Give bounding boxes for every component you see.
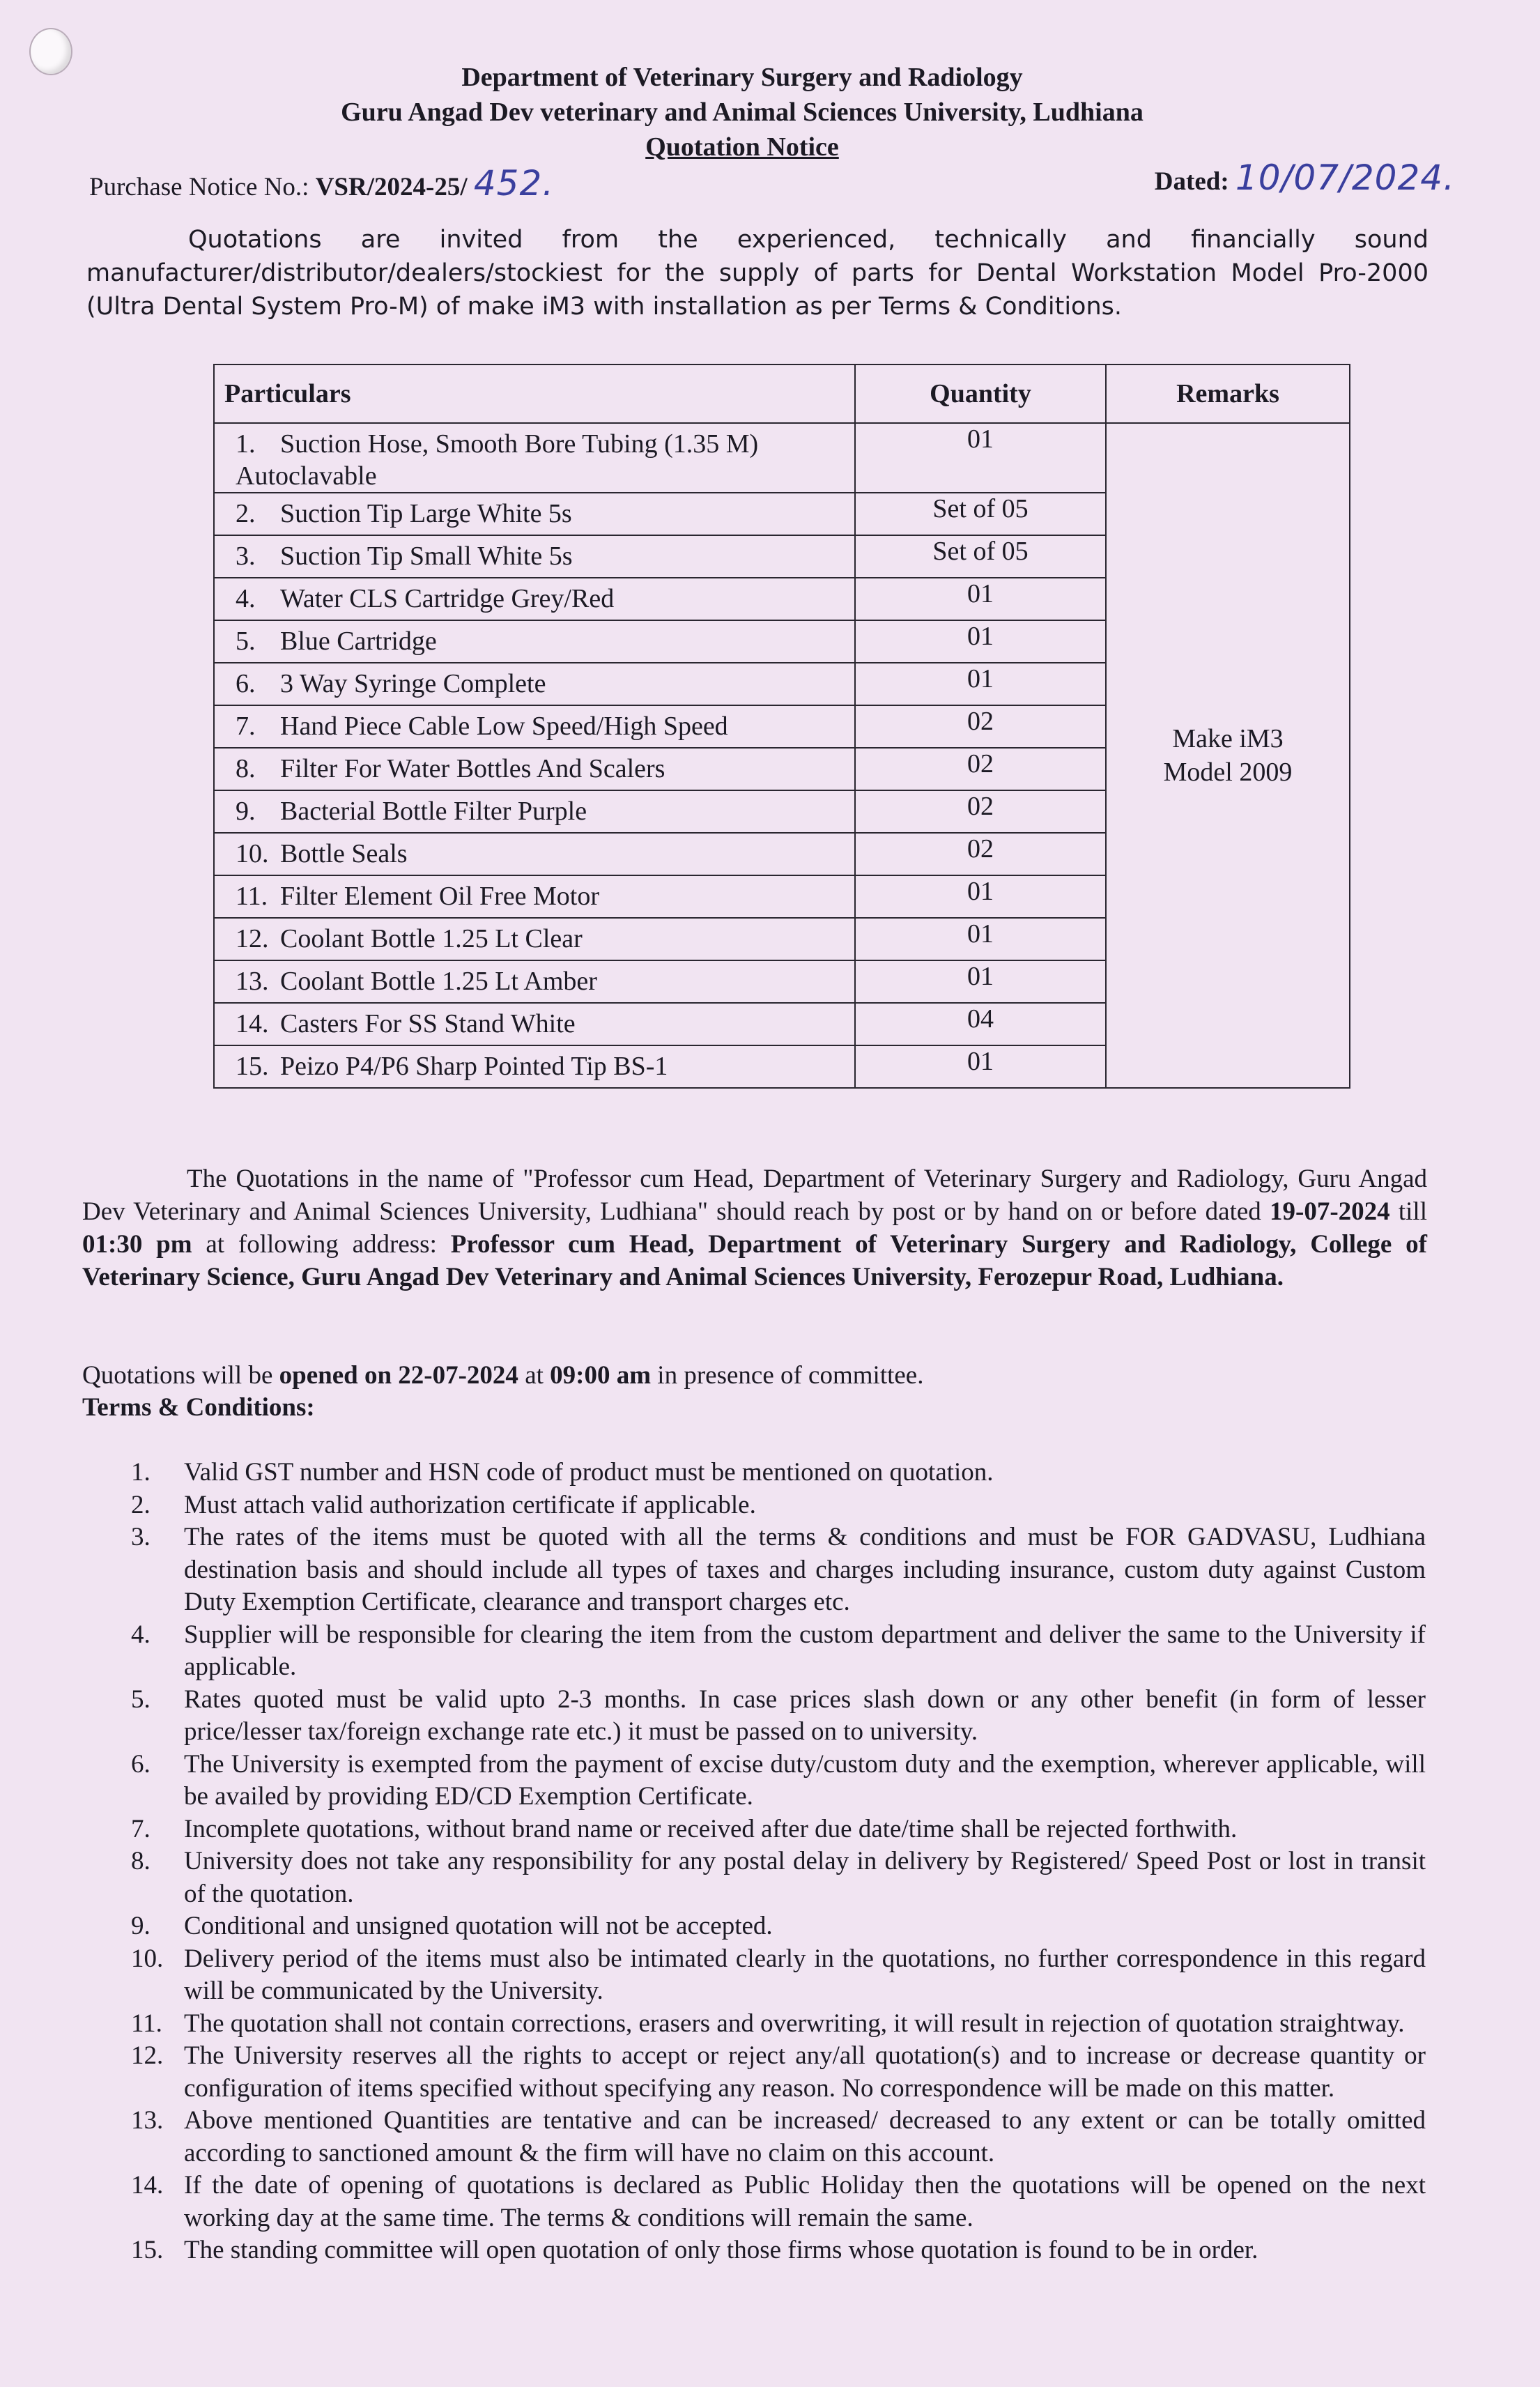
item-name: Hand Piece Cable Low Speed/High Speed [280,712,728,741]
item-quantity: 02 [855,705,1106,748]
opening-text: at [518,1361,550,1390]
opening-text: in presence of committee. [651,1361,924,1390]
item-quantity: 01 [855,1045,1106,1088]
item-quantity: 01 [855,423,1106,493]
item-number: 9. [236,797,256,826]
term-text: The University is exempted from the payment of excise duty/custom duty and the exemption, wherever applicable, will be availed by providing ED/CD Exemption Certificate. [184,1749,1426,1811]
item-cell [214,663,855,705]
item-name: Bottle Seals [280,839,408,868]
item-cell [214,875,855,918]
item-quantity: 01 [855,620,1106,663]
item-cell [214,620,855,663]
term-item [82,1910,1426,1943]
item-cell [214,833,855,875]
item-cell [214,705,855,748]
term-number: 7. [131,1814,151,1843]
term-number: 15. [131,2236,164,2264]
item-number: 14. [236,1009,269,1038]
item-number: 8. [236,754,256,783]
term-text: Incomplete quotations, without brand name or received after due date/time shall be rejected forthwith. [184,1814,1238,1843]
purchase-notice-ref: VSR/2024-25/ [315,173,468,201]
item-name: Filter For Water Bottles And Scalers [280,754,665,783]
handwritten-date: 10/07/2024. [1235,158,1455,198]
item-quantity: 01 [855,663,1106,705]
item-cell [214,535,855,578]
item-cell [214,423,855,493]
opening-paragraph [82,1359,1427,1392]
item-quantity: Set of 05 [855,535,1106,578]
terms-list [82,1457,1426,2267]
term-item [82,1749,1426,1813]
column-header-particulars: Particulars [214,364,855,423]
item-name: Water CLS Cartridge Grey/Red [280,584,615,613]
opening-date: opened on 22-07-2024 [279,1361,518,1390]
term-item [82,1521,1426,1619]
term-text: The University reserves all the rights to accept or reject any/all quotation(s) and to increase or decrease quantity or configuration of items specified without specifying any reason. No correspondence will be made on this matter. [184,2041,1426,2103]
item-number: 11. [236,882,268,911]
item-number: 13. [236,967,269,996]
term-item [82,2008,1426,2041]
item-number: 2. [236,499,256,528]
term-text: The quotation shall not contain corrections, erasers and overwriting, it will result in rejection of quotation straightway. [184,2009,1405,2038]
term-number: 11. [131,2009,162,2038]
column-header-remarks: Remarks [1106,364,1350,423]
term-text: If the date of opening of quotations is declared as Public Holiday then the quotations will be opened on the next working day at the same time. The terms & conditions will remain the same. [184,2171,1426,2232]
term-item [82,1943,1426,2008]
item-cell [214,578,855,620]
term-text: Must attach valid authorization certificate if applicable. [184,1490,756,1519]
term-number: 8. [131,1847,151,1875]
column-header-quantity: Quantity [855,364,1106,423]
item-cell [214,748,855,790]
submission-time: 01:30 pm [82,1230,192,1259]
item-cell [214,493,855,535]
item-number: 5. [236,627,256,656]
term-item [82,1489,1426,1522]
submission-text: at following address: [192,1230,451,1259]
submission-text: The Quotations in the name of "Professor cum Head, Department of Veterinary Surgery and Radiology, Guru Angad Dev Veterinary and Animal Sciences University, Ludhiana" should reach by post or by hand on or before dated [82,1165,1427,1226]
item-name: Suction Tip Large White 5s [280,499,572,528]
item-quantity: 01 [855,578,1106,620]
dated-label: Dated: [1154,167,1229,196]
term-number: 5. [131,1684,151,1714]
remarks-cell [1106,423,1350,1088]
term-item [82,2040,1426,2105]
opening-text: Quotations will be [82,1361,279,1390]
term-text: Above mentioned Quantities are tentative and can be increased/ decreased to any extent or can be totally omitted according to sanctioned amount & the firm will have no claim on this account. [184,2106,1426,2167]
term-item [82,1684,1426,1749]
term-number: 4. [131,1620,151,1649]
submission-address: Professor cum Head, Department of Veterinary Surgery and Radiology, College of Veterinary Science, Guru Angad Dev Veterinary and Animal Sciences University, Ferozepur Road, Ludhiana. [82,1230,1427,1291]
term-number: 3. [131,1523,151,1551]
purchase-notice-line [89,158,1455,204]
term-item [82,2170,1426,2234]
item-cell [214,1045,855,1088]
item-name: Bacterial Bottle Filter Purple [280,797,587,826]
item-number: 15. [236,1052,269,1081]
item-name: Casters For SS Stand White [280,1009,576,1038]
term-number: 13. [131,2106,164,2135]
document-header [0,60,1484,164]
terms-heading: Terms & Conditions: [82,1393,315,1422]
item-cell [214,790,855,833]
term-number: 2. [131,1490,151,1519]
item-name: Filter Element Oil Free Motor [280,882,600,911]
term-item [82,1457,1426,1489]
term-text: The standing committee will open quotation of only those firms whose quotation is found to be in order. [184,2236,1258,2264]
opening-time: 09:00 am [550,1361,652,1390]
university-name: Guru Angad Dev veterinary and Animal Sciences University, Ludhiana [341,98,1144,127]
term-text: The rates of the items must be quoted with all the terms & conditions and must be FOR GADVASU, Ludhiana destination basis and should include all types of taxes and charges including insurance, custom duty against Custom Duty Exemption Certificate, clearance and transport charges etc. [184,1523,1426,1616]
item-quantity: 01 [855,918,1106,960]
submission-text: till [1389,1197,1427,1226]
item-number: 3. [236,542,256,571]
item-name: Suction Tip Small White 5s [280,542,573,571]
parts-table [213,364,1350,1089]
term-number: 14. [131,2171,164,2200]
term-item [82,2105,1426,2170]
term-number: 9. [131,1912,151,1940]
remarks-model: Model 2009 [1163,758,1293,787]
table-row [214,423,1350,493]
term-text: University does not take any responsibility for any postal delay in delivery by Registered/ Speed Post or lost in transit of the quotation. [184,1847,1426,1908]
submission-paragraph [82,1162,1427,1294]
term-text: Conditional and unsigned quotation will not be accepted. [184,1912,773,1940]
notice-title: Quotation Notice [645,132,839,162]
item-number: 10. [236,839,269,868]
term-item [82,1813,1426,1846]
term-number: 12. [131,2041,164,2070]
notice-date [1155,158,1455,198]
item-number: 4. [236,584,256,613]
item-quantity: 02 [855,833,1106,875]
item-name: Coolant Bottle 1.25 Lt Clear [280,924,583,953]
term-item [82,1619,1426,1684]
parts-table-body [214,423,1350,1088]
item-number: 7. [236,712,256,741]
department-name: Department of Veterinary Surgery and Radiology [461,63,1023,92]
item-name: Peizo P4/P6 Sharp Pointed Tip BS-1 [280,1052,668,1081]
term-item [82,2234,1426,2267]
term-text: Valid GST number and HSN code of product must be mentioned on quotation. [184,1458,994,1487]
item-cell [214,960,855,1003]
item-quantity: 02 [855,748,1106,790]
item-number: 12. [236,924,269,953]
purchase-notice-label: Purchase Notice No.: [89,173,316,201]
item-name: Blue Cartridge [280,627,437,656]
term-item [82,1845,1426,1910]
item-quantity: Set of 05 [855,493,1106,535]
item-quantity: 01 [855,875,1106,918]
item-name: Suction Hose, Smooth Bore Tubing (1.35 M) Autoclavable [236,429,759,491]
purchase-notice-number [89,163,554,204]
remarks-make: Make iM3 [1172,724,1284,753]
term-number: 1. [131,1458,151,1487]
submission-date: 19-07-2024 [1270,1197,1390,1226]
item-number: 1. [236,429,256,459]
intro-paragraph: Quotations are invited from the experienced, technically and financially sound manufacturer/distributor/dealers/stockiest for the supply of parts for Dental Workstation Model Pro-2000 (Ultra Dental System Pro-M) of make iM3 with installation as per Terms & Conditions. [86,226,1429,321]
handwritten-notice-number: 452. [473,163,555,204]
item-cell [214,918,855,960]
item-quantity: 01 [855,960,1106,1003]
term-text: Delivery period of the items must also be intimated clearly in the quotations, no further correspondence in this regard will be communicated by the University. [184,1944,1426,2005]
term-number: 6. [131,1749,151,1779]
item-quantity: 04 [855,1003,1106,1045]
item-number: 6. [236,669,256,698]
term-number: 10. [131,1944,164,1973]
table-header-row [214,364,1350,423]
item-name: Coolant Bottle 1.25 Lt Amber [280,967,597,996]
term-text: Rates quoted must be valid upto 2-3 months. In case prices slash down or any other benefit (in form of lesser price/lesser tax/foreign exchange rate etc.) it must be passed on to university. [184,1684,1426,1746]
term-text: Supplier will be responsible for clearing the item from the custom department and deliver the same to the University if applicable. [184,1620,1426,1681]
item-cell [214,1003,855,1045]
item-quantity: 02 [855,790,1106,833]
item-name: 3 Way Syringe Complete [280,669,546,698]
